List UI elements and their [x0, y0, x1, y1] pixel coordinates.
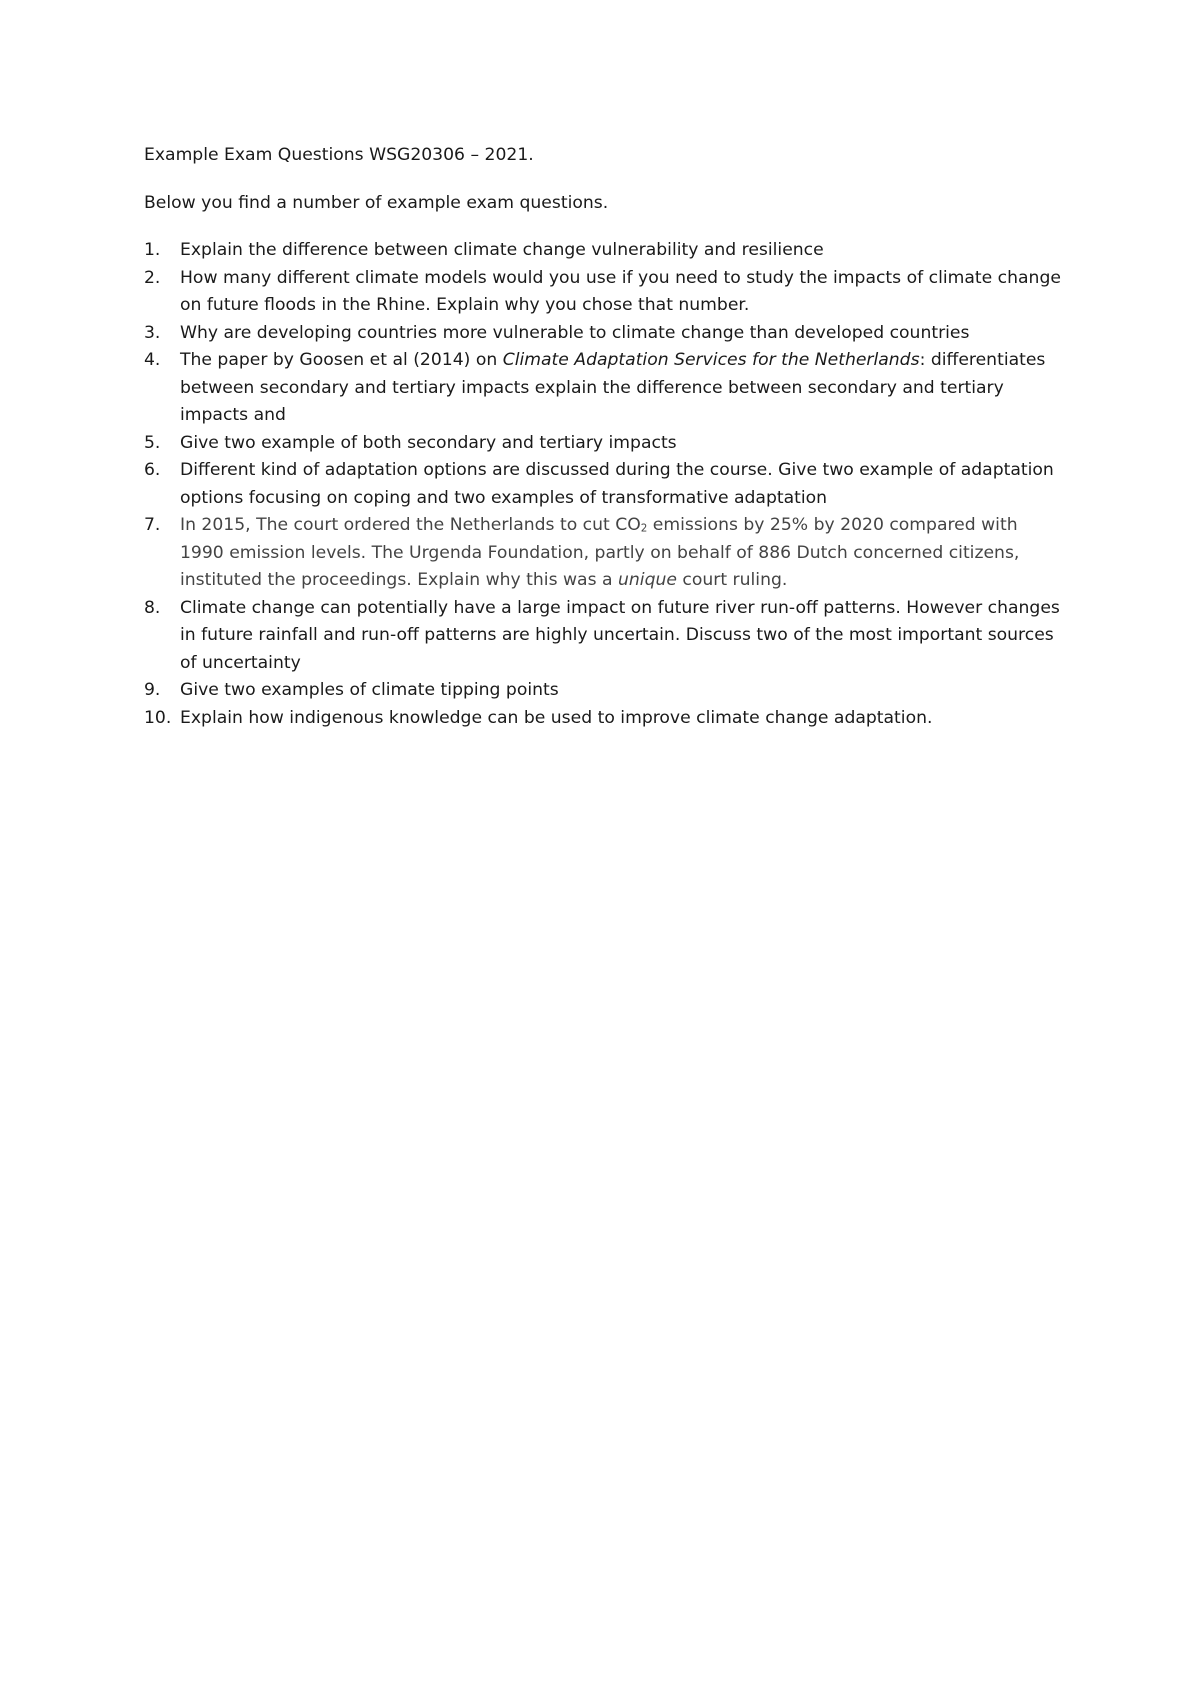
question-item [144, 512, 1064, 595]
co2-subscript: 2 [640, 522, 648, 535]
document-title: Example Exam Questions WSG20306 – 2021. [144, 145, 534, 165]
paper-title-italic: Climate Adaptation Services for the Netherlands [502, 350, 920, 370]
question-item [144, 677, 1064, 705]
document-body [144, 142, 1064, 732]
question-number: 3. [144, 322, 161, 343]
question-item [144, 320, 1064, 348]
question-text [180, 515, 1019, 590]
question-text-part: emissions by 25% by 2020 compared with 1990 emission levels. The Urgenda Foundation, partly on behalf of 886 Dutch concerned citizens, instituted the proceedings. Explain why this was a [180, 515, 1020, 590]
question-list [144, 237, 1064, 732]
question-text-part: In 2015, The court ordered the Netherlands to cut CO [180, 515, 641, 535]
question-text: How many different climate models would you use if you need to study the impacts of climate change on future floods in the Rhine. Explain why you chose that number. [180, 267, 1061, 315]
question-text: Give two example of both secondary and tertiary impacts [180, 432, 677, 453]
question-item [144, 430, 1064, 458]
question-item [144, 237, 1064, 265]
question-number: 8. [144, 597, 161, 618]
question-item [144, 457, 1064, 512]
question-text: Explain the difference between climate change vulnerability and resilience [180, 240, 824, 260]
question-text: Why are developing countries more vulnerable to climate change than developed countries [180, 322, 970, 343]
unique-italic: unique [618, 570, 677, 590]
question-text: Explain how indigenous knowledge can be used to improve climate change adaptation. [180, 707, 933, 728]
question-item [144, 347, 1064, 430]
question-text: Climate change can potentially have a large impact on future river run-off patterns. However changes in future rainfall and run-off patterns are highly uncertain. Discuss two of the most important sources of uncertainty [180, 597, 1060, 673]
question-text-part: court ruling. [676, 570, 788, 590]
question-number: 2. [144, 267, 161, 288]
question-number: 6. [144, 460, 161, 480]
question-text: Different kind of adaptation options are discussed during the course. Give two example of adaptation options focusing on coping and two examples of transformative adaptation [180, 460, 1054, 508]
question-number: 10. [144, 707, 172, 728]
question-item [144, 705, 1064, 733]
question-number: 1. [144, 240, 161, 260]
question-item [144, 265, 1064, 320]
intro-paragraph: Below you find a number of example exam questions. [144, 192, 609, 213]
question-text: Give two examples of climate tipping points [180, 680, 559, 700]
question-number: 9. [144, 680, 161, 700]
question-item [144, 595, 1064, 678]
question-number: 7. [144, 515, 161, 535]
question-text [180, 350, 1045, 425]
question-text-part: : differentiates between secondary and tertiary impacts explain the difference between secondary and tertiary impacts and [180, 350, 1046, 425]
question-number: 5. [144, 432, 161, 453]
question-number: 4. [144, 350, 161, 370]
question-text-part: The paper by Goosen et al (2014) on [180, 350, 503, 370]
